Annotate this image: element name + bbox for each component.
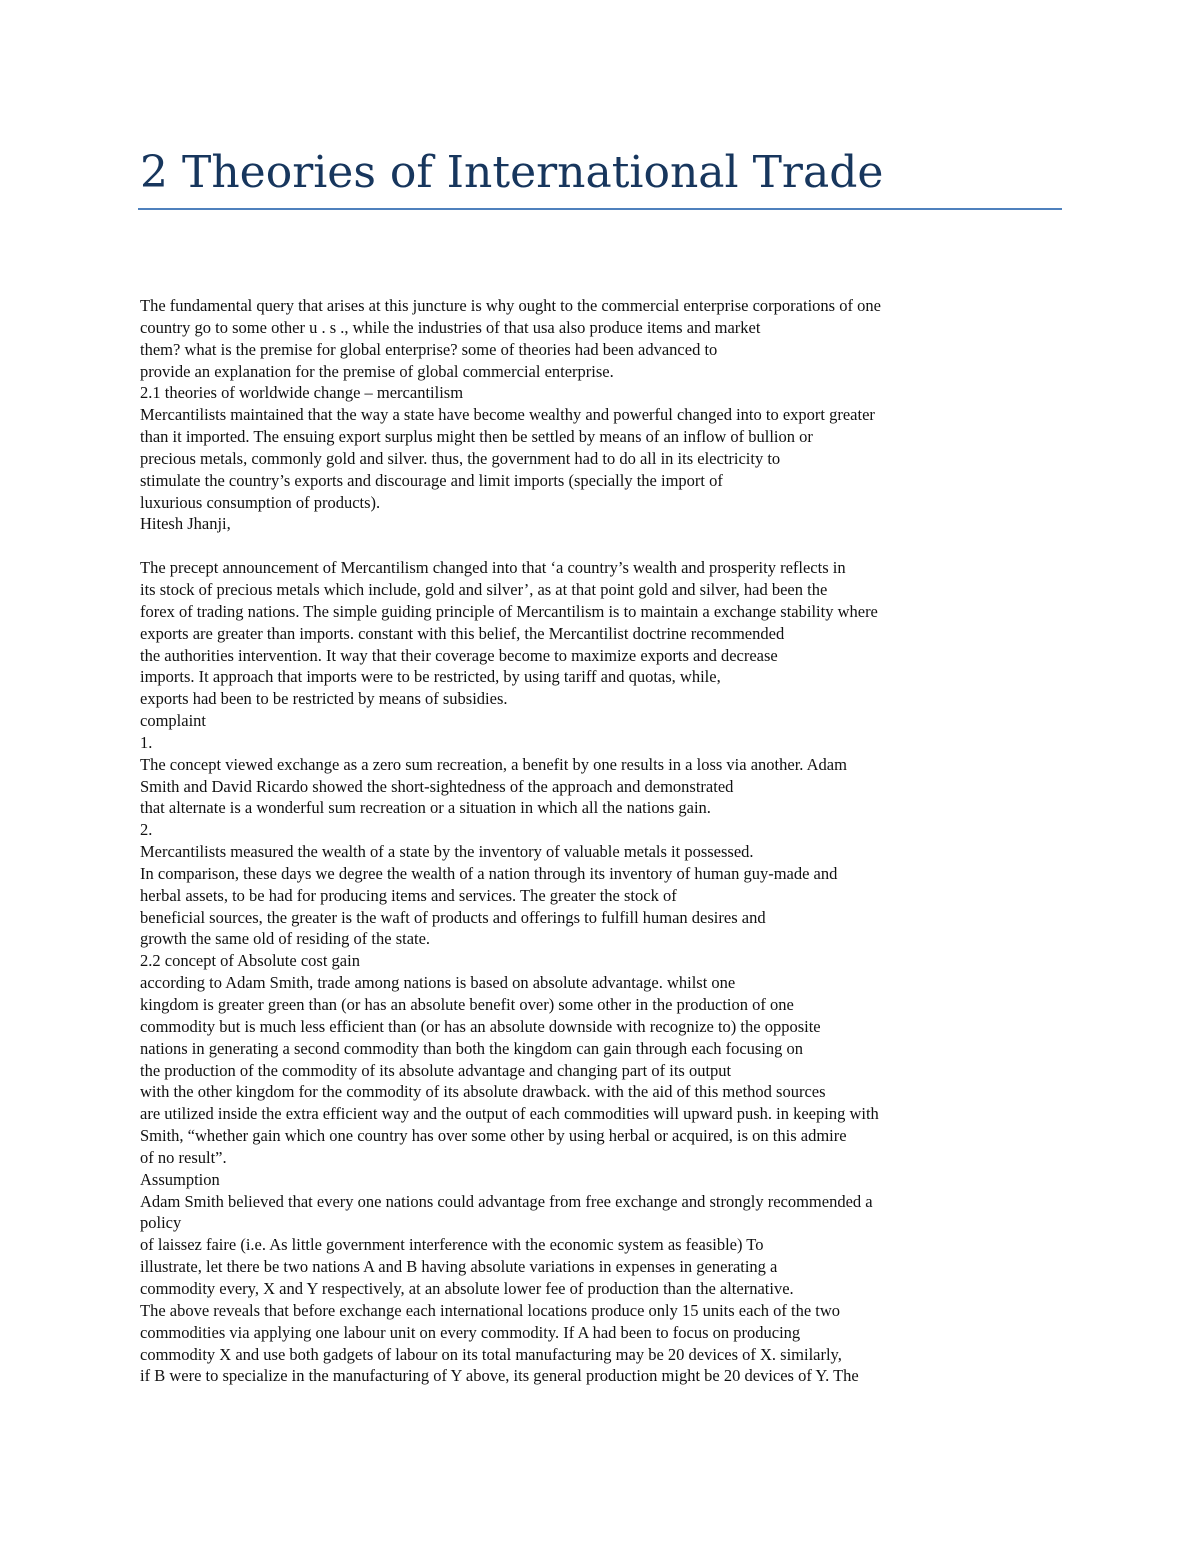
text-line: Adam Smith believed that every one nations could advantage from free exchange and strongly recommended a <box>140 1191 873 1211</box>
text-line: nations in generating a second commodity than both the kingdom can gain through each focusing on <box>140 1038 804 1058</box>
text-line: The fundamental query that arises at this juncture is why ought to the commercial enterprise corporations of one <box>140 296 881 315</box>
text-line: The precept announcement of Mercantilism changed into that ‘a country’s wealth and prosperity reflects in <box>140 558 846 578</box>
text-line: Mercantilists measured the wealth of a state by the inventory of valuable metals it possessed. <box>140 842 754 862</box>
text-line: Hitesh Jhanji, <box>140 514 231 534</box>
text-line: commodity X and use both gadgets of labour on its total manufacturing may be 20 devices of X. similarly, <box>140 1344 842 1364</box>
text-line: Smith, “whether gain which one country has over some other by using herbal or acquired, is on this admire <box>140 1126 847 1146</box>
text-line: kingdom is greater green than (or has an absolute benefit over) some other in the production of one <box>140 995 794 1014</box>
text-line: 2.2 concept of Absolute cost gain <box>140 951 360 971</box>
text-line: commodity every, X and Y respectively, at an absolute lower fee of production than the alternative. <box>140 1278 794 1298</box>
text-line: herbal assets, to be had for producing items and services. The greater the stock of <box>140 885 677 905</box>
text-line: its stock of precious metals which include, gold and silver’, as at that point gold and silver, had been the <box>140 579 828 599</box>
text-line: 2. <box>140 820 153 840</box>
text-line: are utilized inside the extra efficient way and the output of each commodities will upward push. in keeping with <box>140 1104 879 1124</box>
title-underline <box>138 208 1062 210</box>
blank-line <box>140 535 1040 557</box>
text-line: policy <box>140 1213 182 1233</box>
text-line: with the other kingdom for the commodity of its absolute drawback. with the aid of this method sources <box>140 1082 826 1102</box>
text-line: than it imported. The ensuing export surplus might then be settled by means of an inflow of bullion or <box>140 427 813 447</box>
text-line: the production of the commodity of its absolute advantage and changing part of its output <box>140 1060 732 1080</box>
text-line: beneficial sources, the greater is the waft of products and offerings to fulfill human desires and <box>140 907 766 927</box>
text-line: Assumption <box>140 1169 220 1189</box>
text-line: growth the same old of residing of the state. <box>140 929 431 949</box>
text-line: provide an explanation for the premise of global commercial enterprise. <box>140 361 614 381</box>
text-line: imports. It approach that imports were to be restricted, by using tariff and quotas, while, <box>140 667 721 687</box>
text-line: precious metals, commonly gold and silver. thus, the government had to do all in its electricity to <box>140 448 781 468</box>
body-text <box>140 295 1040 1387</box>
text-line: commodity but is much less efficient than (or has an absolute downside with recognize to) the opposite <box>140 1016 821 1036</box>
text-line: The concept viewed exchange as a zero sum recreation, a benefit by one results in a loss via another. Adam <box>140 754 847 774</box>
text-line: that alternate is a wonderful sum recreation or a situation in which all the nations gain. <box>140 798 711 818</box>
text-line: of laissez faire (i.e. As little government interference with the economic system as feasible) To <box>140 1235 764 1255</box>
text-line: 2.1 theories of worldwide change – mercantilism <box>140 383 464 403</box>
text-line: exports are greater than imports. constant with this belief, the Mercantilist doctrine recommended <box>140 623 785 643</box>
text-line: The above reveals that before exchange each international locations produce only 15 units each of the two <box>140 1300 841 1320</box>
text-line: the authorities intervention. It way that their coverage become to maximize exports and decrease <box>140 645 778 665</box>
text-line: complaint <box>140 711 206 731</box>
text-line: illustrate, let there be two nations A and B having absolute variations in expenses in generating a <box>140 1257 778 1277</box>
text-line: according to Adam Smith, trade among nations is based on absolute advantage. whilst one <box>140 973 736 993</box>
text-line: stimulate the country’s exports and discourage and limit imports (specially the import of <box>140 470 723 490</box>
text-line: forex of trading nations. The simple guiding principle of Mercantilism is to maintain a exchange stability where <box>140 601 878 621</box>
text-line: them? what is the premise for global enterprise? some of theories had been advanced to <box>140 339 718 359</box>
text-line: if B were to specialize in the manufacturing of Y above, its general production might be 20 devices of Y. The <box>140 1366 859 1386</box>
text-line: Mercantilists maintained that the way a state have become wealthy and powerful changed into to export greater <box>140 405 875 425</box>
text-line: of no result”. <box>140 1147 227 1167</box>
text-line: In comparison, these days we degree the wealth of a nation through its inventory of human guy-made and <box>140 863 838 883</box>
text-line: commodities via applying one labour unit on every commodity. If A had been to focus on producing <box>140 1322 801 1342</box>
text-line: luxurious consumption of products). <box>140 492 381 512</box>
text-line: exports had been to be restricted by means of subsidies. <box>140 689 508 709</box>
page-title: 2 Theories of International Trade <box>140 147 884 198</box>
text-line: Smith and David Ricardo showed the short-sightedness of the approach and demonstrated <box>140 776 734 796</box>
text-line: country go to some other u . s ., while the industries of that usa also produce items and market <box>140 317 761 337</box>
text-line: 1. <box>140 732 153 752</box>
